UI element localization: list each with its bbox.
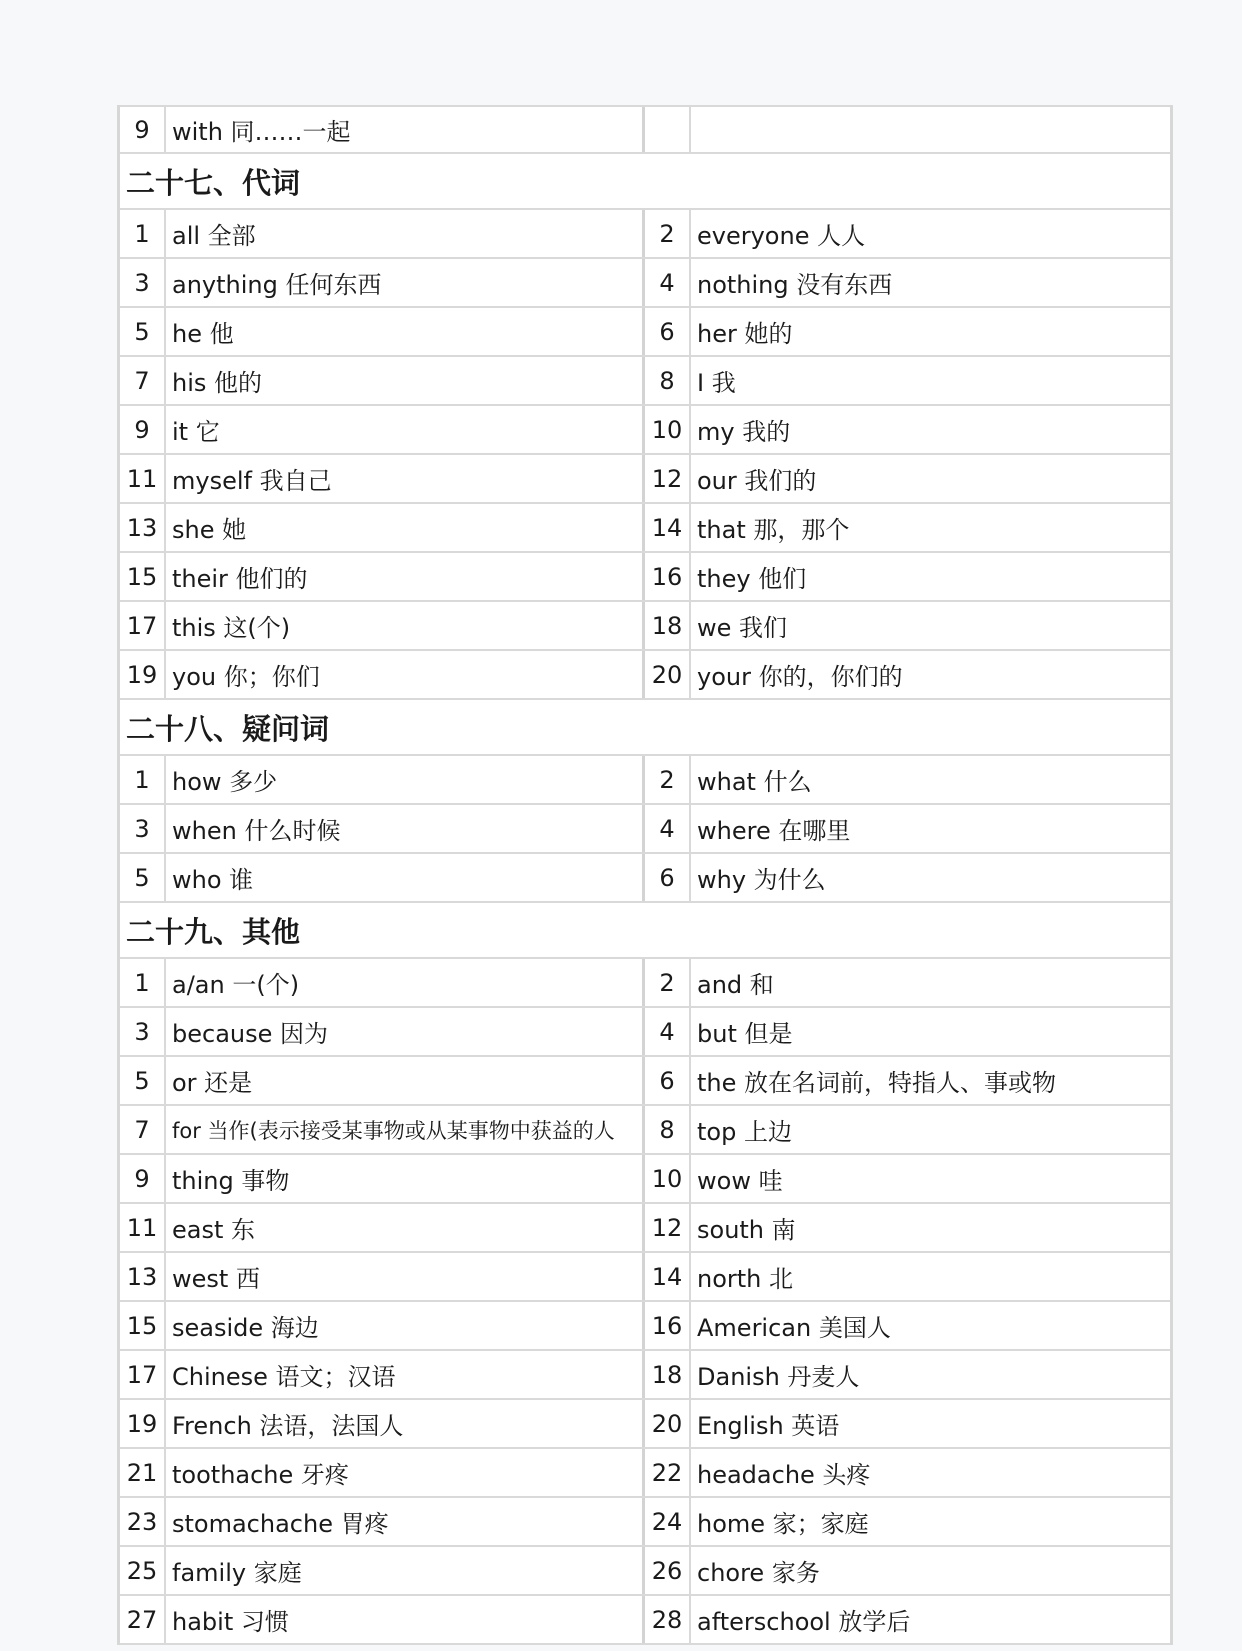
entry-number-left: 9: [120, 1155, 166, 1202]
entry-number-right: 2: [645, 210, 691, 257]
section-heading: 二十九、其他: [120, 903, 1170, 959]
word-entry-right: wow 哇: [697, 1167, 783, 1195]
word-entry-left: thing 事物: [166, 1155, 645, 1202]
entry-number-left: 15: [120, 553, 166, 600]
entry-number-left: 15: [120, 1302, 166, 1349]
entry-number-left: 19: [120, 1400, 166, 1447]
word-entry-right: our 我们的: [697, 467, 817, 495]
entry-number-right: 24: [645, 1498, 691, 1545]
entry-number-left: 13: [120, 1253, 166, 1300]
word-entry-left: toothache 牙疼: [166, 1449, 645, 1496]
word-entry-right: nothing 没有东西: [697, 271, 893, 299]
word-entry-right: and 和: [697, 971, 774, 999]
entry-number-right: 16: [645, 553, 691, 600]
table-row: [120, 105, 1170, 154]
word-entry-right: what 什么: [697, 768, 812, 796]
word-entry-left: myself 我自己: [166, 455, 645, 502]
entry-number-right: 2: [645, 756, 691, 803]
table-row: [120, 357, 1170, 406]
word-entry-left: you 你；你们: [166, 651, 645, 698]
word-entry-left: stomachache 胃疼: [166, 1498, 645, 1545]
entry-number-left: 13: [120, 504, 166, 551]
table-row: [120, 1449, 1170, 1498]
table-row: [120, 854, 1170, 903]
entry-number-left: 9: [120, 107, 166, 152]
entry-number-right: 8: [645, 1106, 691, 1153]
entry-number-right: 10: [645, 406, 691, 453]
word-entry-left: his 他的: [166, 357, 645, 404]
entry-number-left: 23: [120, 1498, 166, 1545]
word-entry-right: American 美国人: [697, 1314, 891, 1342]
entry-number-right: 18: [645, 602, 691, 649]
entry-number-left: 1: [120, 959, 166, 1006]
entry-number-left: 7: [120, 357, 166, 404]
entry-number-right: 16: [645, 1302, 691, 1349]
entry-number-right: 14: [645, 504, 691, 551]
section-heading: 二十八、疑问词: [120, 700, 1170, 756]
entry-number-right: 14: [645, 1253, 691, 1300]
entry-number-left: 11: [120, 1204, 166, 1251]
entry-number-left: 11: [120, 455, 166, 502]
entry-number-right: 20: [645, 651, 691, 698]
word-entry-right: top 上边: [697, 1118, 792, 1146]
table-row: [120, 1302, 1170, 1351]
table-row: [120, 1057, 1170, 1106]
entry-number-right: 6: [645, 854, 691, 901]
word-entry-left: with 同……一起: [166, 107, 645, 152]
table-row: [120, 504, 1170, 553]
word-entry-left: he 他: [166, 308, 645, 355]
entry-number-left: 9: [120, 406, 166, 453]
table-row: [120, 1596, 1170, 1645]
word-entry-left: seaside 海边: [166, 1302, 645, 1349]
word-entry-right: but 但是: [697, 1020, 793, 1048]
vocabulary-table: [117, 105, 1173, 1645]
entry-number-right: 20: [645, 1400, 691, 1447]
table-row: [120, 406, 1170, 455]
word-entry-right: afterschool 放学后: [697, 1608, 911, 1636]
entry-number-left: 1: [120, 756, 166, 803]
table-row: [120, 1204, 1170, 1253]
entry-number-left: 1: [120, 210, 166, 257]
word-entry-right: we 我们: [697, 614, 788, 642]
word-entry-left: it 它: [166, 406, 645, 453]
word-entry-right: headache 头疼: [697, 1461, 871, 1489]
word-entry-right: south 南: [697, 1216, 796, 1244]
entry-number-left: 3: [120, 1008, 166, 1055]
word-entry-left: west 西: [166, 1253, 645, 1300]
entry-number-right: 12: [645, 1204, 691, 1251]
table-row: [120, 1547, 1170, 1596]
entry-number-left: 3: [120, 259, 166, 306]
word-entry-left: habit 习惯: [166, 1596, 645, 1643]
word-entry-left: this 这(个): [166, 602, 645, 649]
entry-number-left: 21: [120, 1449, 166, 1496]
entry-number-right: 28: [645, 1596, 691, 1643]
word-entry-right: [691, 107, 1170, 152]
table-row: [120, 756, 1170, 805]
word-entry-left: for 当作(表示接受某事物或从某事物中获益的人: [166, 1106, 645, 1153]
table-row: [120, 1400, 1170, 1449]
entry-number-right: 6: [645, 1057, 691, 1104]
word-entry-left: family 家庭: [166, 1547, 645, 1594]
word-entry-left: when 什么时候: [166, 805, 645, 852]
word-entry-right: they 他们: [697, 565, 807, 593]
word-entry-left: how 多少: [166, 756, 645, 803]
word-entry-left: east 东: [166, 1204, 645, 1251]
entry-number-right: 26: [645, 1547, 691, 1594]
word-entry-left: who 谁: [166, 854, 645, 901]
word-entry-left: anything 任何东西: [166, 259, 645, 306]
word-entry-right: where 在哪里: [697, 817, 851, 845]
table-row: [120, 1253, 1170, 1302]
entry-number-left: 27: [120, 1596, 166, 1643]
word-entry-right: why 为什么: [697, 866, 826, 894]
word-entry-right: chore 家务: [697, 1559, 820, 1587]
word-entry-right: my 我的: [697, 418, 791, 446]
word-entry-right: your 你的，你们的: [697, 663, 903, 691]
word-entry-right: the 放在名词前，特指人、事或物: [697, 1069, 1057, 1097]
word-entry-right: I 我: [697, 369, 736, 397]
entry-number-left: 5: [120, 1057, 166, 1104]
entry-number-left: 5: [120, 308, 166, 355]
entry-number-left: 19: [120, 651, 166, 698]
entry-number-left: 3: [120, 805, 166, 852]
table-row: [120, 959, 1170, 1008]
entry-number-left: 17: [120, 1351, 166, 1398]
word-entry-left: Chinese 语文；汉语: [166, 1351, 645, 1398]
table-row: [120, 259, 1170, 308]
table-row: [120, 308, 1170, 357]
table-row: [120, 553, 1170, 602]
word-entry-right: home 家；家庭: [697, 1510, 869, 1538]
entry-number-right: 10: [645, 1155, 691, 1202]
entry-number-right: 12: [645, 455, 691, 502]
table-row: [120, 1351, 1170, 1400]
table-row: [120, 1008, 1170, 1057]
entry-number-right: 4: [645, 259, 691, 306]
word-entry-left: or 还是: [166, 1057, 645, 1104]
word-entry-left: a/an 一(个): [166, 959, 645, 1006]
table-row: [120, 651, 1170, 700]
word-entry-right: everyone 人人: [697, 222, 866, 250]
entry-number-right: [645, 107, 691, 152]
entry-number-right: 22: [645, 1449, 691, 1496]
word-entry-right: English 英语: [697, 1412, 840, 1440]
table-row: [120, 1155, 1170, 1204]
entry-number-left: 5: [120, 854, 166, 901]
table-row: [120, 1106, 1170, 1155]
word-entry-left: French 法语，法国人: [166, 1400, 645, 1447]
word-entry-right: north 北: [697, 1265, 794, 1293]
entry-number-left: 25: [120, 1547, 166, 1594]
entry-number-right: 8: [645, 357, 691, 404]
entry-number-right: 18: [645, 1351, 691, 1398]
entry-number-right: 6: [645, 308, 691, 355]
table-row: [120, 1498, 1170, 1547]
entry-number-left: 17: [120, 602, 166, 649]
word-entry-right: that 那，那个: [697, 516, 850, 544]
entry-number-right: 2: [645, 959, 691, 1006]
entry-number-right: 4: [645, 1008, 691, 1055]
entry-number-left: 7: [120, 1106, 166, 1153]
word-entry-right: her 她的: [697, 320, 793, 348]
word-entry-left: she 她: [166, 504, 645, 551]
word-entry-right: Danish 丹麦人: [697, 1363, 860, 1391]
table-row: [120, 210, 1170, 259]
section-heading: 二十七、代词: [120, 154, 1170, 210]
entry-number-right: 4: [645, 805, 691, 852]
word-entry-left: all 全部: [166, 210, 645, 257]
word-entry-left: because 因为: [166, 1008, 645, 1055]
table-row: [120, 602, 1170, 651]
table-row: [120, 805, 1170, 854]
table-row: [120, 455, 1170, 504]
word-entry-left: their 他们的: [166, 553, 645, 600]
